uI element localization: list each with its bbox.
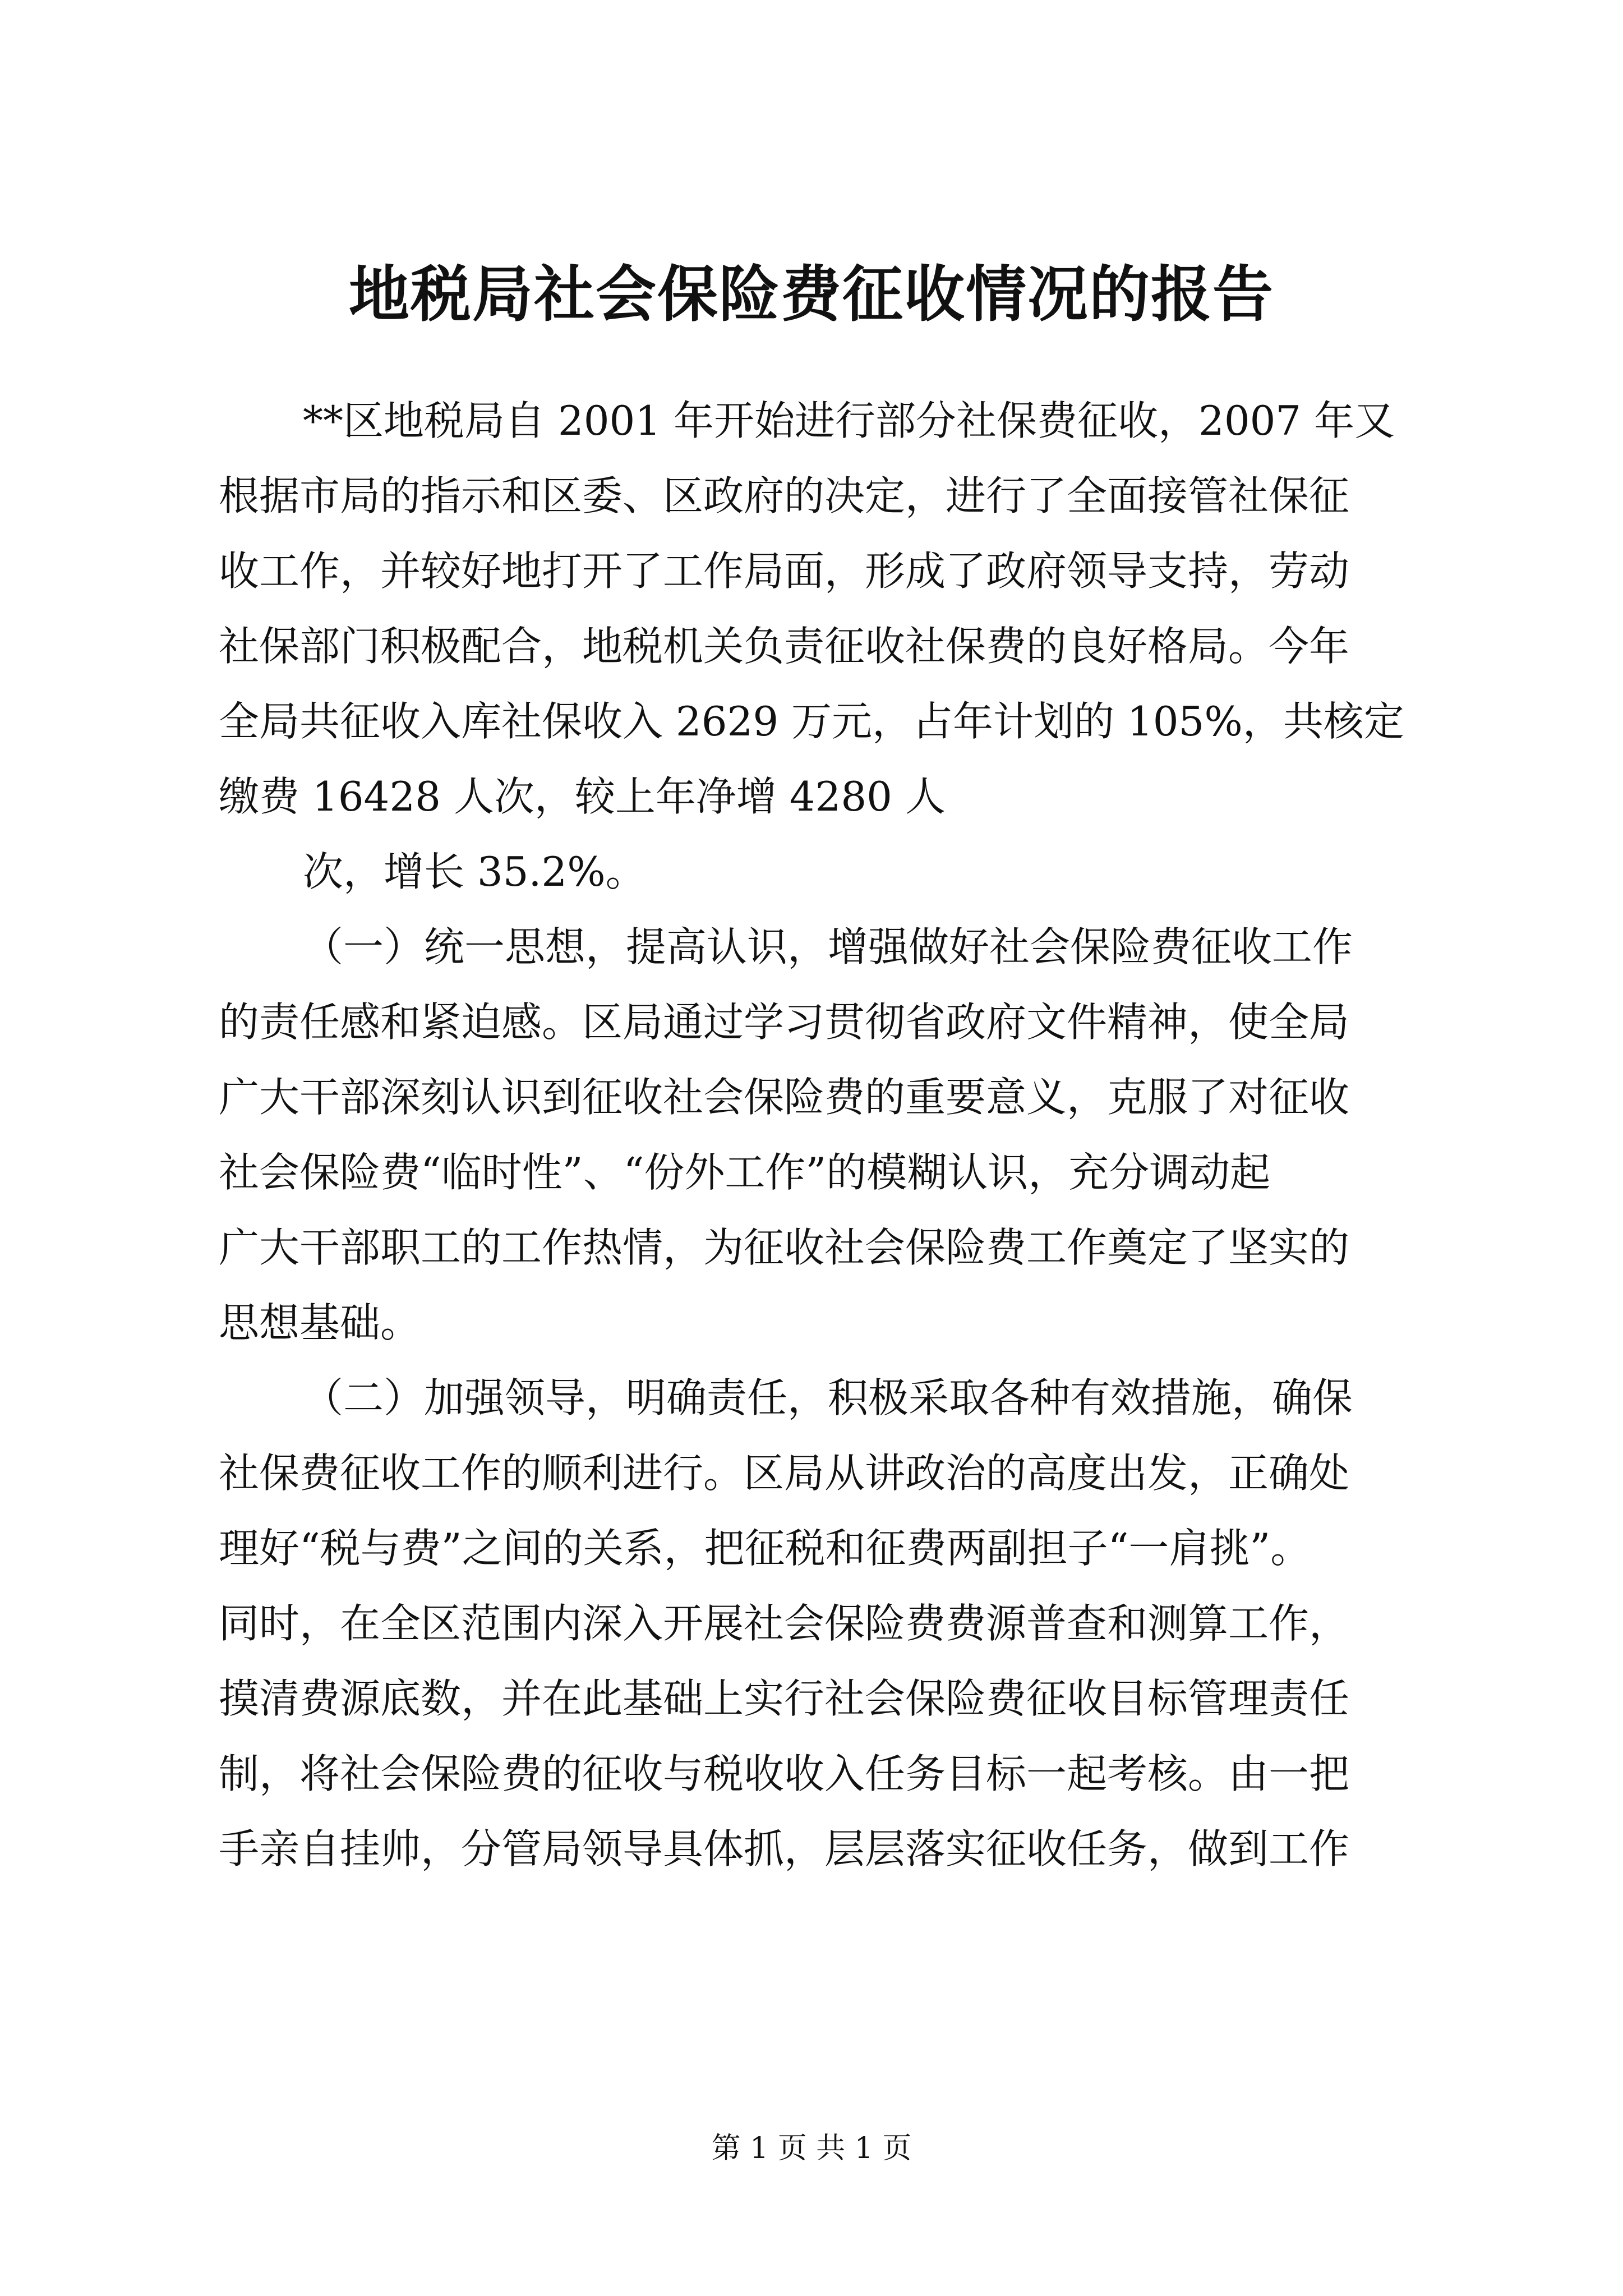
body-line-20: 手亲自挂帅，分管局领导具体抓，层层落实征收任务，做到工作 bbox=[219, 1825, 1350, 1872]
body-line-8: （一）统一思想，提高认识，增强做好社会保险费征收工作 bbox=[303, 923, 1353, 970]
body-line-11: 社会保险费“临时性”、“份外工作”的模糊认识，充分调动起 bbox=[219, 1149, 1271, 1196]
body-line-4: 社保部门积极配合，地税机关负责征收社保费的良好格局。今年 bbox=[219, 623, 1350, 670]
body-line-7: 次，增长 35.2%。 bbox=[303, 848, 646, 895]
body-line-5: 全局共征收入库社保收入 2629 万元，占年计划的 105%，共核定 bbox=[219, 698, 1404, 745]
body-line-15: 社保费征收工作的顺利进行。区局从讲政治的高度出发，正确处 bbox=[219, 1450, 1350, 1497]
body-line-14: （二）加强领导，明确责任，积极采取各种有效措施，确保 bbox=[303, 1374, 1353, 1421]
body-line-6: 缴费 16428 人次，较上年净增 4280 人 bbox=[219, 773, 946, 820]
body-line-19: 制，将社会保险费的征收与税收收入任务目标一起考核。由一把 bbox=[219, 1750, 1350, 1797]
body-line-18: 摸清费源底数，并在此基础上实行社会保险费征收目标管理责任 bbox=[219, 1675, 1350, 1722]
body-line-2: 根据市局的指示和区委、区政府的决定，进行了全面接管社保征 bbox=[219, 472, 1350, 519]
body-line-13: 思想基础。 bbox=[219, 1299, 421, 1346]
body-line-3: 收工作，并较好地打开了工作局面，形成了政府领导支持，劳动 bbox=[219, 547, 1350, 595]
body-line-17: 同时，在全区范围内深入开展社会保险费费源普查和测算工作， bbox=[219, 1600, 1350, 1647]
body-line-9: 的责任感和紧迫感。区局通过学习贯彻省政府文件精神，使全局 bbox=[219, 999, 1350, 1046]
body-line-10: 广大干部深刻认识到征收社会保险费的重要意义，克服了对征收 bbox=[219, 1074, 1350, 1121]
body-line-16: 理好“税与费”之间的关系，把征税和征费两副担子“一肩挑”。 bbox=[219, 1525, 1311, 1572]
page-footer: 第 1 页 共 1 页 bbox=[711, 2132, 912, 2165]
document-title: 地税局社会保险费征收情况的报告 bbox=[348, 259, 1274, 330]
body-line-12: 广大干部职工的工作热情，为征收社会保险费工作奠定了坚实的 bbox=[219, 1224, 1350, 1271]
body-line-1: **区地税局自 2001 年开始进行部分社保费征收，2007 年又 bbox=[303, 397, 1395, 444]
